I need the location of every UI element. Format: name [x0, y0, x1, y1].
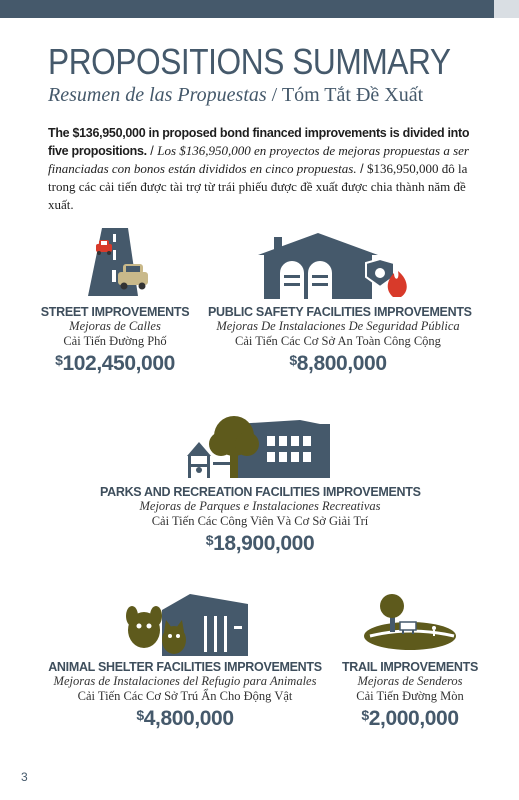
- parks-recreation-icon: [185, 412, 330, 478]
- top-banner-accent: [494, 0, 519, 18]
- proposition-spanish: Mejoras de Calles: [69, 319, 161, 333]
- public-safety-building-icon: [258, 233, 408, 299]
- proposition-animal-shelter: [40, 660, 330, 731]
- proposition-parks: [100, 485, 420, 556]
- intro-english: The $136,950,000 in proposed bond financed improvements is divided into five propositions.: [48, 126, 470, 158]
- proposition-title: ANIMAL SHELTER FACILITIES IMPROVEMENTS: [48, 660, 322, 674]
- proposition-amount: $4,800,000: [136, 707, 234, 730]
- proposition-vietnamese: Cải Tiến Các Cơ Sở An Toàn Công Cộng: [235, 334, 441, 348]
- proposition-vietnamese: Cải Tiến Đường Mòn: [356, 689, 464, 703]
- proposition-title: TRAIL IMPROVEMENTS: [341, 660, 479, 674]
- proposition-title: PARKS AND RECREATION FACILITIES IMPROVEMENTS: [100, 485, 421, 499]
- page-subtitle: [48, 84, 423, 107]
- proposition-spanish: Mejoras de Parques e Instalaciones Recreativas: [139, 499, 381, 513]
- proposition-street: [30, 305, 200, 376]
- dog-icon: [126, 606, 162, 648]
- proposition-amount: $18,900,000: [205, 532, 315, 555]
- proposition-title: PUBLIC SAFETY FACILITIES IMPROVEMENTS: [208, 305, 472, 319]
- trail-icon: [360, 592, 460, 654]
- subtitle-spanish: Resumen de las Propuestas: [48, 84, 267, 106]
- proposition-public-safety: [208, 305, 472, 376]
- proposition-spanish: Mejoras de Instalaciones del Refugio para Animales: [53, 674, 317, 688]
- intro-paragraph: The $136,950,000 in proposed bond financed improvements is divided into five propositions. / Los $136,950,000 en proyectos de mejoras propuestas a ser financiadas con bonos están divididos en cinco propuestas. / $136,950,000 đô la trong các cải tiến được tài trợ từ trái phiếu được đề xuất được chia thành năm đề xuất.: [48, 126, 470, 212]
- proposition-vietnamese: Cải Tiến Các Công Viên Và Cơ Sở Giải Trí: [151, 514, 369, 528]
- intro-vietnamese: $136,950,000 đô la trong các cải tiến được tài trợ từ trái phiếu được đề xuất được chia thành năm đề xuất.: [48, 161, 468, 212]
- proposition-vietnamese: Cải Tiến Các Cơ Sở Trú Ẩn Cho Động Vật: [77, 689, 293, 703]
- page-number: 3: [21, 770, 28, 784]
- street-road-icon: [80, 228, 152, 296]
- top-banner: [0, 0, 519, 18]
- proposition-amount: $102,450,000: [55, 352, 175, 375]
- subtitle-separator: /: [266, 84, 282, 106]
- intro-spanish: Los $136,950,000 en proyectos de mejoras propuestas a ser financiadas con bonos están divididos en cinco propuestas.: [48, 143, 469, 176]
- proposition-spanish: Mejoras de Senderos: [357, 674, 463, 688]
- proposition-amount: $8,800,000: [289, 352, 387, 375]
- proposition-vietnamese: Cải Tiến Đường Phố: [63, 334, 167, 348]
- proposition-trail: [340, 660, 480, 731]
- page-title: PROPOSITIONS SUMMARY: [48, 41, 451, 82]
- subtitle-vietnamese: Tóm Tắt Đề Xuất: [281, 84, 424, 106]
- proposition-spanish: Mejoras De Instalaciones De Seguridad Pública: [216, 319, 460, 333]
- animal-shelter-icon: [120, 594, 250, 656]
- proposition-amount: $2,000,000: [361, 707, 459, 730]
- proposition-title: STREET IMPROVEMENTS: [40, 305, 190, 319]
